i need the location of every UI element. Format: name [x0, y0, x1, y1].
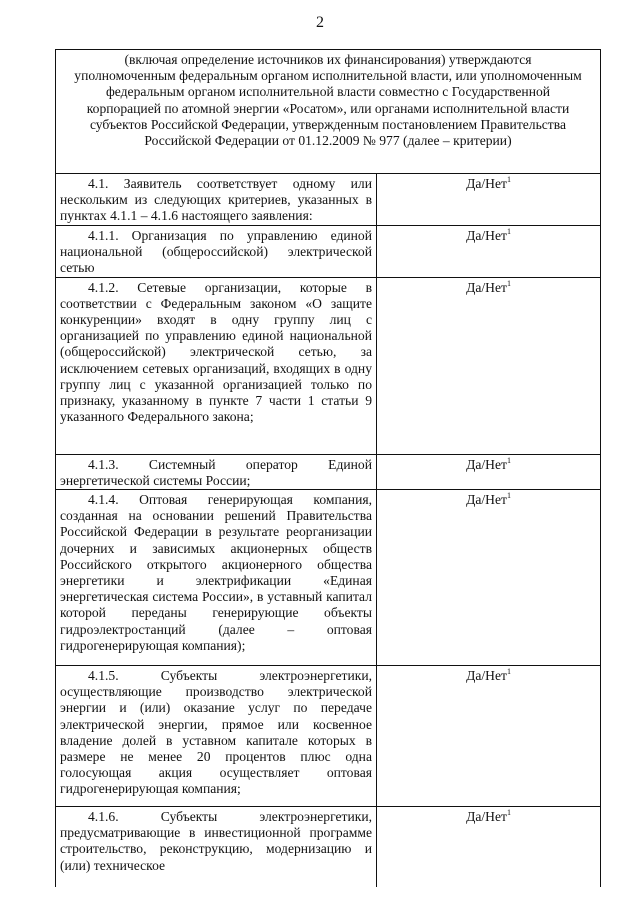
table-row — [56, 666, 601, 807]
criterion-text: 4.1.1. Организация по управлению единой национальной (общероссийской) электрической сетью — [60, 227, 372, 276]
table-row — [56, 454, 601, 489]
answer-label: Да/Нет — [466, 809, 507, 825]
page-number: 2 — [316, 14, 324, 31]
criterion-text: 4.1.2. Сетевые организации, которые в соответствии с Федеральным законом «О защите конкуренции» входят в одну группу лиц с организацией по управлению единой национальной (общероссийской) электрической сетью, за исключением сетевых организаций, входящих в одну группу лиц с указанной организацией только по признаку, указанному в пункте 7 части 1 статьи 9 указанного Федерального закона; — [60, 279, 372, 425]
answer-label: Да/Нет — [466, 279, 507, 295]
footnote-mark: 1 — [506, 808, 511, 818]
criterion-text: 4.1.3. Системный оператор Единой энергетической системы России; — [60, 456, 372, 488]
criterion-text: 4.1.4. Оптовая генерирующая компания, созданная на основании решений Правительства Российской Федерации в результате реорганизации дочерних и зависимых акционерных обществ Российского открытого акционерного общества энергетики и электрификации «Единая энергетическая система России», в уставный капитал которой переданы генерирующие объекты гидроэлектростанций (далее – оптовая гидрогенерирующая компания); — [60, 492, 372, 653]
table-row — [56, 225, 601, 277]
answer-label: Да/Нет — [466, 456, 507, 472]
footnote-mark: 1 — [506, 667, 511, 677]
criterion-text: 4.1.6. Субъекты электроэнергетики, предусматривающие в инвестиционной программе строительство, реконструкцию, модернизацию и (или) техническое — [60, 809, 372, 873]
criteria-table — [55, 49, 601, 887]
criterion-text: 4.1. Заявитель соответствует одному или нескольким из следующих критериев, указанных в пунктах 4.1.1 – 4.1.6 настоящего заявления: — [60, 176, 372, 224]
answer-label: Да/Нет — [466, 176, 507, 191]
table-row — [56, 490, 601, 666]
criterion-text: 4.1.5. Субъекты электроэнергетики, осуществляющие производство электрической энергии и (или) оказание услуг по передаче электрической энергии, прямое или косвенное владение долей в уставном капитале которых в размере не менее 20 процентов плюс одна голосующая акция осуществляет оптовая гидрогенерирующая компания; — [60, 668, 372, 797]
footnote-mark: 1 — [506, 226, 511, 236]
answer-label: Да/Нет — [466, 227, 507, 243]
table-row — [56, 174, 601, 226]
answer-label: Да/Нет — [466, 492, 507, 508]
footnote-mark: 1 — [506, 455, 511, 465]
intro-row — [56, 50, 601, 174]
footnote-mark: 1 — [506, 278, 511, 288]
answer-label: Да/Нет — [466, 668, 507, 684]
footnote-mark: 1 — [506, 175, 511, 184]
table-row — [56, 807, 601, 887]
table-row — [56, 277, 601, 454]
footnote-mark: 1 — [506, 491, 511, 501]
intro-text: (включая определение источников их финансирования) утверждаются уполномоченным федеральным органом исполнительной власти, или уполномоченным федеральным органом исполнительной власти совместно с Государственной корпорацией по атомной энергии «Росатом», или органами исполнительной власти субъектов Российской Федерации, утвержденным постановлением Правительства Российской Федерации от 01.12.2009 № 977 (далее – критерии) — [56, 50, 601, 174]
